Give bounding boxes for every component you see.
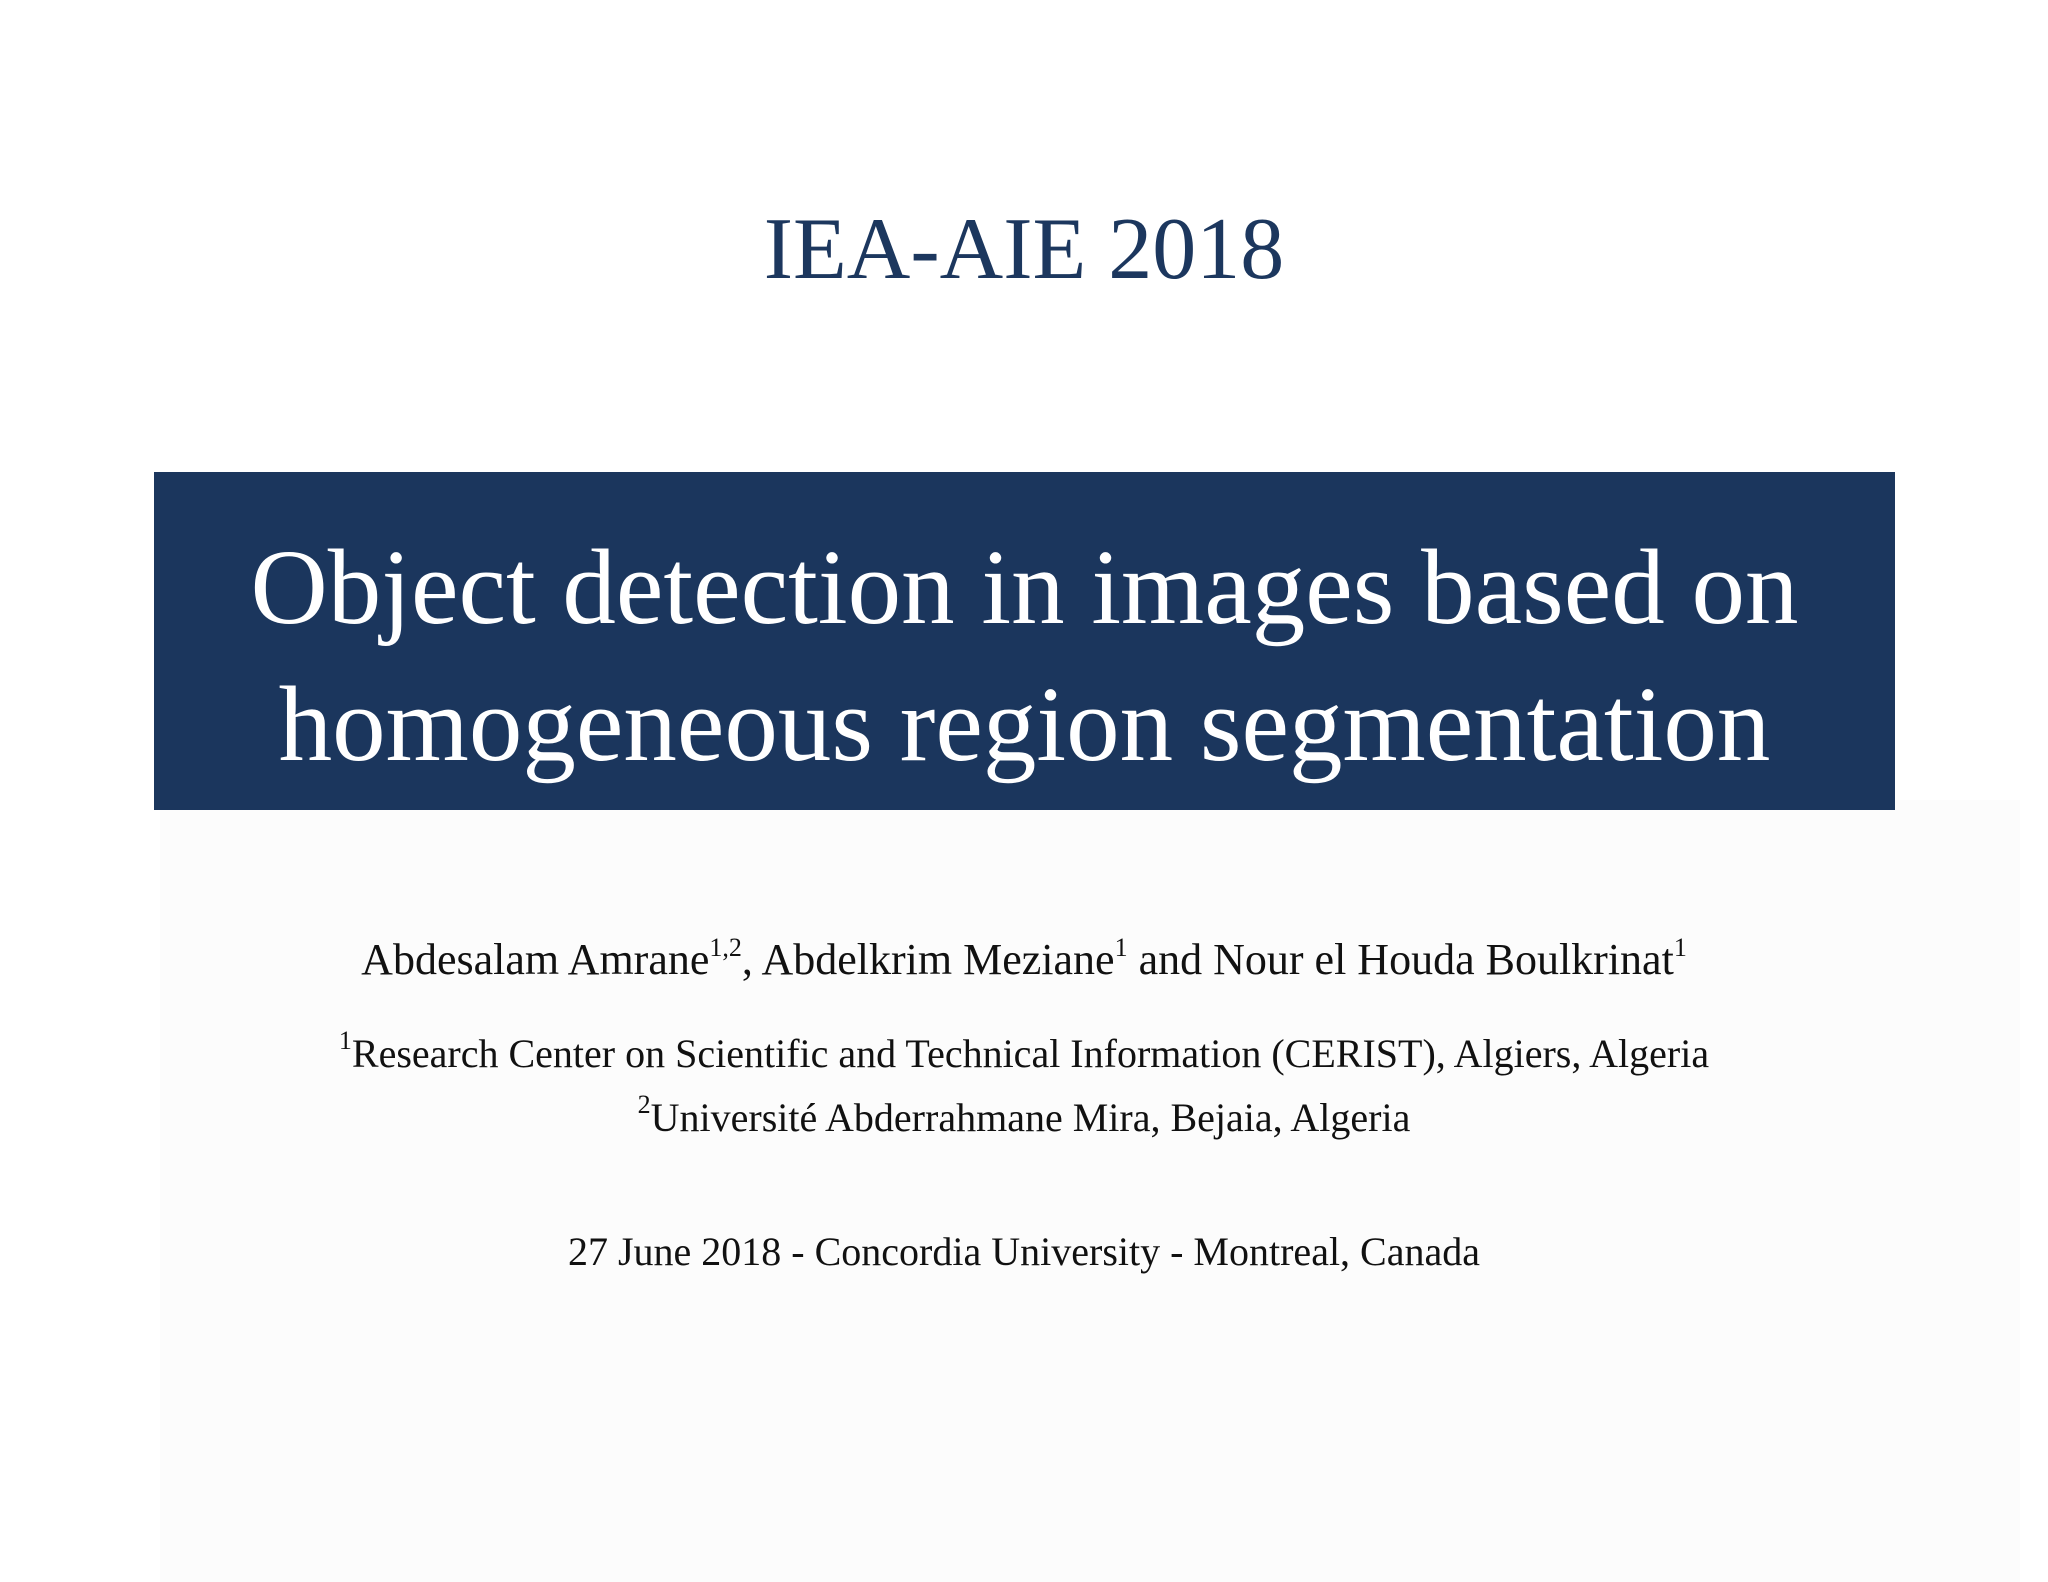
title-line-1: Object detection in images based on — [250, 529, 1799, 647]
affiliation-text: Université Abderrahmane Mira, Bejaia, Algeria — [650, 1095, 1411, 1140]
author-name: Abdelkrim Meziane — [761, 935, 1115, 984]
affiliation-mark: 1 — [338, 1026, 352, 1055]
author-list — [0, 932, 2048, 988]
author-name: Abdesalam Amrane — [361, 935, 710, 984]
author-affiliation-mark: 1 — [1114, 933, 1128, 962]
affiliation-mark: 2 — [637, 1090, 651, 1119]
author-name: Nour el Houda Boulkrinat — [1213, 935, 1674, 984]
title-line-2: homogeneous region segmentation — [278, 666, 1771, 784]
author-affiliation-mark: 1 — [1673, 933, 1687, 962]
event-date-location: 27 June 2018 - Concordia University - Montreal, Canada — [567, 1229, 1480, 1274]
slide-lower-background — [160, 800, 2020, 1582]
title-banner — [154, 472, 1895, 810]
author-separator: , — [741, 935, 762, 984]
affiliation-text: Research Center on Scientific and Technical Information (CERIST), Algiers, Algeria — [351, 1031, 1710, 1076]
author-affiliation-mark: 1,2 — [709, 933, 742, 962]
affiliation-1 — [0, 1028, 2048, 1080]
affiliation-2 — [0, 1092, 2048, 1144]
author-separator: and — [1127, 935, 1214, 984]
conference-name: IEA-AIE 2018 — [763, 201, 1285, 298]
